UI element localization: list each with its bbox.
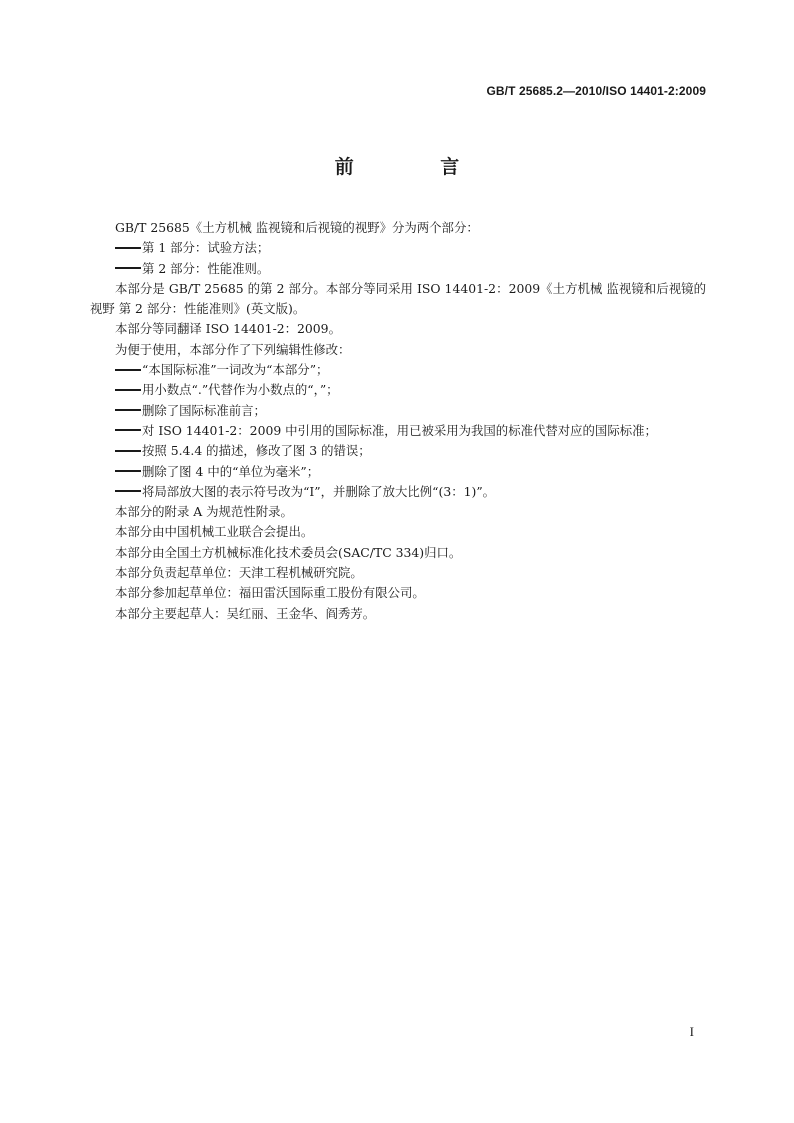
paragraph-drafting-unit: 本部分负责起草单位：天津工程机械研究院。 (115, 565, 363, 581)
dash-bullet (115, 450, 141, 452)
paragraph-drafters: 本部分主要起草人：吴红丽、王金华、阎秀芳。 (115, 605, 376, 621)
dash-bullet (115, 247, 141, 249)
paragraph-intro: GB/T 25685《土方机械 监视镜和后视镜的视野》分为两个部分： (115, 220, 479, 235)
dash-bullet (115, 429, 141, 431)
foreword-body (90, 218, 706, 624)
paragraph-participating-unit: 本部分参加起草单位：福田雷沃国际重工股份有限公司。 (115, 585, 425, 601)
paragraph-proposer: 本部分由中国机械工业联合会提出。 (115, 524, 314, 540)
list-item-text: “本国际标准”一词改为“本部分”； (142, 362, 329, 378)
dash-bullet (115, 389, 141, 391)
list-item-edit (90, 482, 706, 502)
paragraph-adoption: 本部分是 GB/T 25685 的第 2 部分。本部分等同采用 ISO 14401-2：2009《土方机械 监视镜和后视镜的视野 第 2 部分：性能准则》(英文版)。 (90, 280, 706, 317)
list-item-edit (90, 360, 706, 380)
list-item-text: 删除了国际标准前言； (142, 402, 266, 418)
list-item-text: 对 ISO 14401-2：2009 中引用的国际标准，用已被采用为我国的标准代替对应的国际标准； (142, 422, 657, 438)
list-item-edit (90, 421, 706, 441)
paragraph-committee: 本部分由全国土方机械标准化技术委员会(SAC/TC 334)归口。 (115, 544, 462, 560)
list-item-text: 将局部放大图的表示符号改为“Ⅰ”，并删除了放大比例“(3：1)”。 (142, 483, 496, 499)
dash-bullet (115, 267, 141, 269)
dash-bullet (115, 470, 141, 472)
paragraph-annex: 本部分的附录 A 为规范性附录。 (115, 504, 293, 520)
list-item-edit (90, 462, 706, 482)
list-item-edit (90, 401, 706, 421)
paragraph-edits-intro: 为便于使用，本部分作了下列编辑性修改： (115, 341, 351, 357)
list-item-text: 第 1 部分：试验方法； (142, 240, 270, 256)
dash-bullet (115, 409, 141, 411)
list-item-text: 按照 5.4.4 的描述，修改了图 3 的错误； (142, 443, 371, 459)
page-title: 前 言 (334, 156, 500, 178)
list-item-text: 第 2 部分：性能准则。 (142, 260, 270, 276)
list-item-edit (90, 441, 706, 461)
list-item-text: 用小数点“.”代替作为小数点的“，”； (142, 382, 339, 398)
standard-number-header: GB/T 25685.2—2010/ISO 14401-2:2009 (486, 84, 706, 98)
dash-bullet (115, 369, 141, 371)
list-item-text: 删除了图 4 中的“单位为毫米”； (142, 463, 320, 479)
dash-bullet (115, 490, 141, 492)
list-item-edit (90, 380, 706, 400)
list-item-part1 (90, 238, 706, 258)
list-item-part2 (90, 259, 706, 279)
paragraph-translation: 本部分等同翻译 ISO 14401-2：2009。 (115, 321, 341, 337)
page-number: I (689, 1024, 694, 1039)
